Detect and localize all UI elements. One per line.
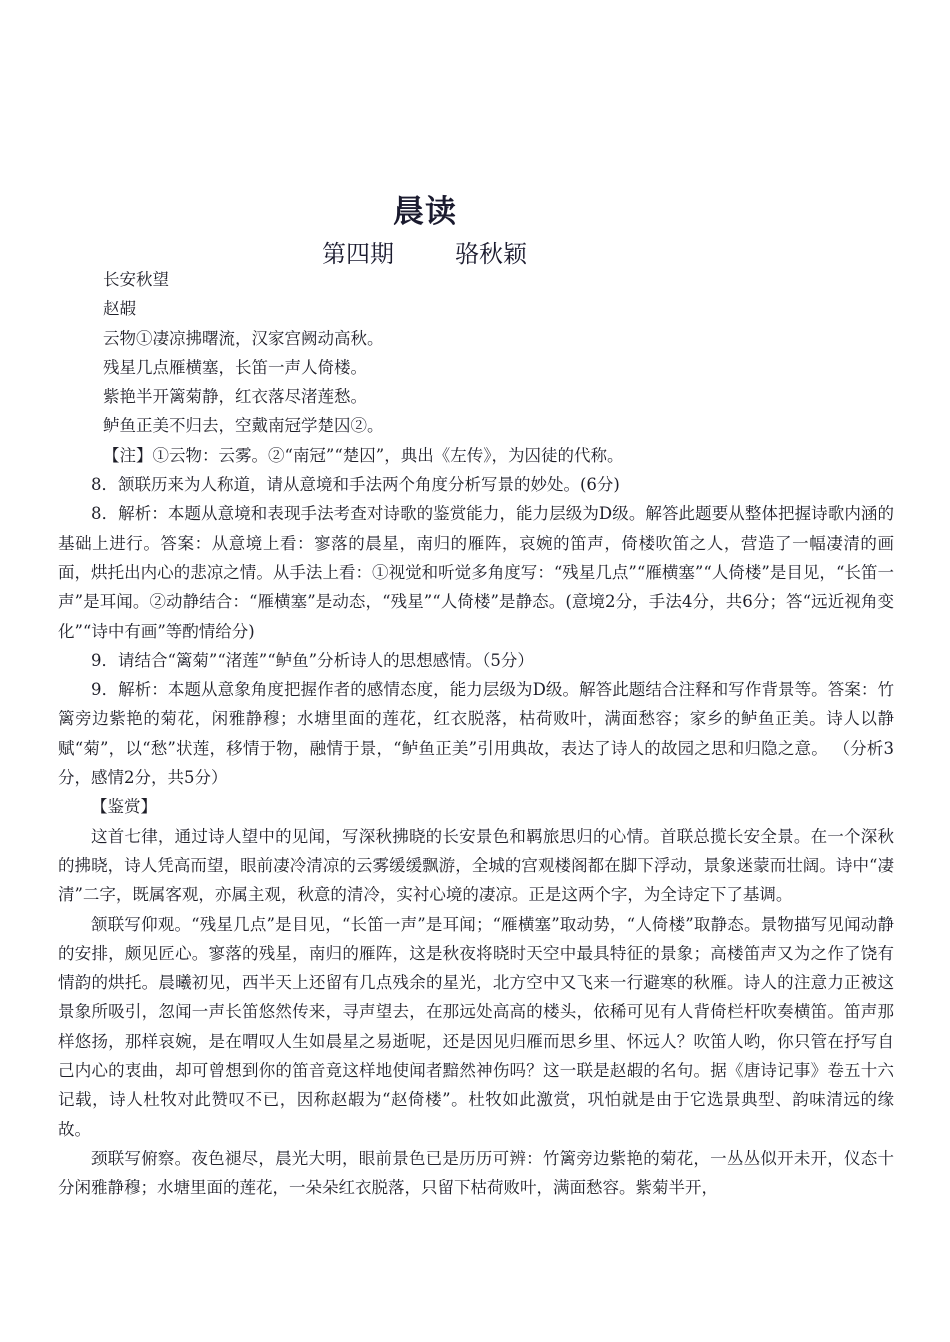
poem-note: 【注】①云物：云雾。②“南冠”“楚囚”，典出《左传》，为囚徒的代称。: [103, 445, 624, 465]
appreciation-paragraph: 这首七律，通过诗人望中的见闻，写深秋拂晓的长安景色和羁旅思归的心情。首联总揽长安全景。在一个深秋的拂晓，诗人凭高而望，眼前凄冷清凉的云雾缓缓飘游，全城的宫观楼阁都在脚下浮动，景象迷蒙而壮阔。诗中“凄清”二字，既属客观，亦属主观，秋意的清冷，实衬心境的凄凉。正是这两个字，为全诗定下了基调。: [58, 826, 894, 905]
document-title: 晨读: [393, 194, 457, 230]
poem-author: 赵嘏: [103, 299, 136, 319]
appreciation-paragraph: 颈联写俯察。夜色褪尽，晨光大明，眼前景色已是历历可辨：竹篱旁边紫艳的菊花，一丛丛似开未开，仪态十分闲雅静穆；水塘里面的莲花，一朵朵红衣脱落，只留下枯荷败叶，满面愁容。紫菊半开，: [58, 1148, 894, 1198]
answer-9: 9．解析：本题从意象角度把握作者的感情态度，能力层级为D级。解答此题结合注释和写作背景等。答案：竹篱旁边紫艳的菊花，闲雅静穆；水塘里面的莲花，红衣脱落，枯荷败叶，满面愁容；家乡的鲈鱼正美。诗人以静赋“菊”，以“愁”状莲，移情于物，融情于景，“鲈鱼正美”引用典故，表达了诗人的故园之思和归隐之意。 （分析3分，感情2分，共5分）: [58, 680, 894, 788]
answer-8: 8．解析：本题从意境和表现手法考查对诗歌的鉴赏能力，能力层级为D级。解答此题要从整体把握诗歌内涵的基础上进行。答案：从意境上看：寥落的晨星，南归的雁阵，哀婉的笛声，倚楼吹笛之人，营造了一幅凄清的画面，烘托出内心的悲凉之情。从手法上看：①视觉和听觉多角度写：“残星几点”“雁横塞”“人倚楼”是目见，“长笛一声”是耳闻。②动静结合：“雁横塞”是动态，“残星”“人倚楼”是静态。(意境2分，手法4分，共6分；答“远近视角变化”“诗中有画”等酌情给分): [58, 504, 894, 641]
question-9: 9．请结合“篱菊”“渚莲”“鲈鱼”分析诗人的思想感情。（5分）: [91, 650, 534, 670]
question-8: 8．颔联历来为人称道，请从意境和手法两个角度分析写景的妙处。(6分): [91, 475, 620, 495]
poem-line: 紫艳半开篱菊静，红衣落尽渚莲愁。: [103, 387, 367, 407]
document-body: [58, 265, 894, 1203]
poem-title: 长安秋望: [103, 270, 169, 289]
poem-line: 残星几点雁横塞，长笛一声人倚楼。: [103, 357, 367, 377]
appreciation-heading: 【鉴赏】: [91, 797, 157, 817]
appreciation-paragraph: 颔联写仰观。“残星几点”是目见，“长笛一声”是耳闻；“雁横塞”取动势，“人倚楼”取静态。景物描写见闻动静的安排，颇见匠心。寥落的残星，南归的雁阵，这是秋夜将晓时天空中最具特征的景象；高楼笛声又为之作了饶有情韵的烘托。晨曦初见，西半天上还留有几点残余的星光，北方空中又飞来一行避寒的秋雁。诗人的注意力正被这景象所吸引，忽闻一声长笛悠然传来，寻声望去，在那远处高高的楼头，依稀可见有人背倚栏杆吹奏横笛。笛声那样悠扬，那样哀婉，是在喟叹人生如晨星之易逝呢，还是因见归雁而思乡里、怀远人？吹笛人哟，你只管在抒写自己内心的衷曲，却可曾想到你的笛音竟这样地使闻者黯然神伤吗？这一联是赵嘏的名句。据《唐诗记事》卷五十六记载，诗人杜牧对此赞叹不已，因称赵嘏为“赵倚楼”。杜牧如此激赏，巩怕就是由于它选景典型、韵味清远的缘故。: [58, 914, 894, 1139]
poem-line: 云物①凄凉拂曙流，汉家宫阙动高秋。: [103, 328, 384, 348]
poem-line: 鲈鱼正美不归去，空戴南冠学楚囚②。: [103, 416, 384, 436]
document-subtitle: 第四期 骆秋颖: [322, 240, 528, 268]
